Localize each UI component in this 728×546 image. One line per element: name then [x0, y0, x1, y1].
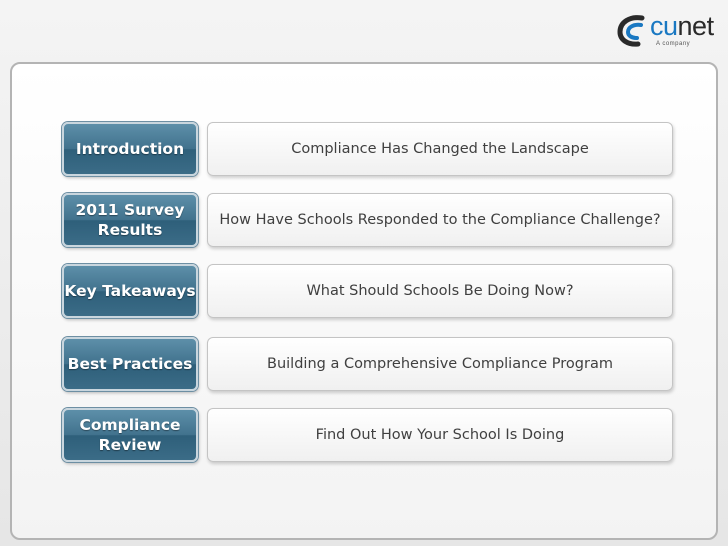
description-best-practices: Building a Comprehensive Compliance Program [207, 337, 673, 391]
tab-introduction[interactable]: Introduction [62, 122, 198, 176]
tab-compliance-review[interactable]: Compliance Review [62, 408, 198, 462]
cunet-logo-mark-icon [616, 14, 648, 48]
logo-tagline: A company [656, 41, 691, 47]
agenda-row-introduction [0, 122, 728, 176]
logo-wordmark-net: net [677, 11, 714, 41]
cunet-logo [616, 11, 716, 50]
tab-best-practices[interactable]: Best Practices [62, 337, 198, 391]
agenda-row-survey-results [0, 193, 728, 247]
logo-wordmark [650, 11, 714, 42]
agenda-row-best-practices [0, 337, 728, 391]
description-introduction: Compliance Has Changed the Landscape [207, 122, 673, 176]
agenda-row-key-takeaways [0, 264, 728, 318]
tab-key-takeaways[interactable]: Key Takeaways [62, 264, 198, 318]
tab-survey-results[interactable]: 2011 Survey Results [62, 193, 198, 247]
agenda-row-compliance-review [0, 408, 728, 462]
description-compliance-review: Find Out How Your School Is Doing [207, 408, 673, 462]
logo-wordmark-cu: cu [650, 11, 678, 41]
description-key-takeaways: What Should Schools Be Doing Now? [207, 264, 673, 318]
description-survey-results: How Have Schools Responded to the Compliance Challenge? [207, 193, 673, 247]
